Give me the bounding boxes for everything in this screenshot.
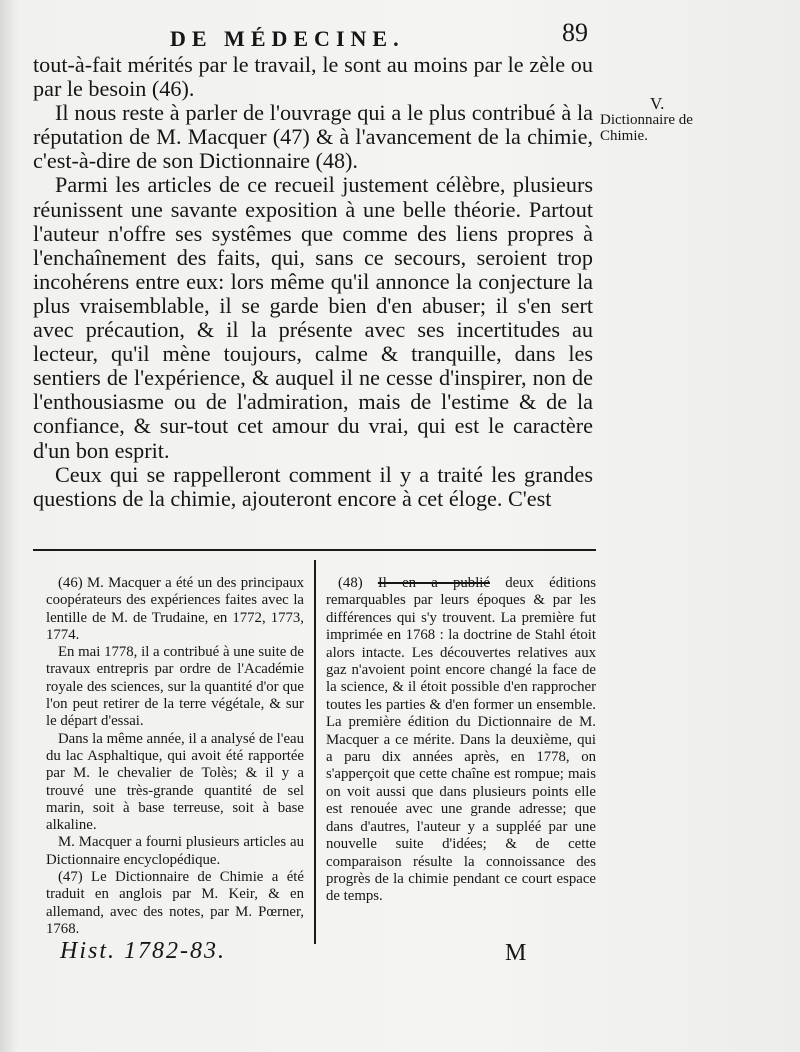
signature-mark: M: [505, 940, 527, 966]
margin-note-numeral: V.: [650, 94, 665, 113]
footnotes-right-column: [326, 575, 596, 906]
paragraph: tout-à-fait mérités par le travail, le sont au moins par le zèle ou par le besoin (46).: [33, 52, 593, 102]
footnote: (47) Le Dictionnaire de Chimie a été traduit en anglois par M. Keir, & en allemand, avec des notes, par M. Pœrner, 1768.: [46, 869, 304, 937]
footnote-divider: [33, 549, 596, 551]
paragraph: Il nous reste à parler de l'ouvrage qui a le plus contribué à la réputation de M. Macquer (47) & à l'avancement de la chimie, c'est-à-dire de son Dictionnaire (48).: [33, 100, 593, 174]
margin-note-text: Dictionnaire de Chimie.: [600, 112, 693, 144]
column-divider: [314, 560, 316, 944]
footnote: [326, 575, 596, 906]
footnote-text: deux éditions remarquables par leurs époques & par les différences qui s'y trouvent. La première fut imprimée en 1768 : la doctrine de Stahl étoit alors intacte. Les découvertes relatives aux gaz n'avoient point encore changé la face de la science, & il étoit possible d'en rapprocher toutes les parties & d'en former un ensemble. La première édition du Dictionnaire de M. Macquer a ce mérite. Dans la deuxième, qui a paru dix années après, en 1778, on s'apperçoit que cette chaîne est rompue; mais on voit aussi que dans plusieurs points elle est renouée avec une grande adresse; que dans d'autres, l'auteur y a suppléé par une nouvelle suite d'idées; & de cette comparaison résulte la connoissance des progrès de la chimie pendant ce court espace de temps.: [326, 575, 597, 905]
footnotes-left-column: [46, 575, 304, 938]
paragraph: Parmi les articles de ce recueil justement célèbre, plusieurs réunissent une savante exposition à une belle théorie. Partout l'auteur n'offre ses systêmes que comme des liens propres à l'enchaînement des faits, qui, sans ce secours, seroient trop incohérens entre eux: lors même qu'il annonce la conjecture la plus vraisemblable, il se garde bien d'en abuser; il s'en sert avec précaution, & il la présente avec ses incertitudes au lecteur, qu'il mène toujours, calme & tranquille, dans les sentiers de l'expérience, & auquel il ne cesse d'inspirer, non de l'enthousiasme ou de l'admiration, mais de l'estime & de la confiance, & sur-tout cet amour du vrai, qui est le caractère d'un bon esprit.: [33, 172, 593, 463]
footnote: Dans la même année, il a analysé de l'eau du lac Asphaltique, qui avoit été rapportée par M. le chevalier de Tolès; & il y a trouvé une très-grande quantité de sel marin, soit à base terreuse, soit à base alkaline.: [46, 730, 304, 834]
signature-line: Hist. 1782-83.: [60, 938, 226, 964]
paragraph: Ceux qui se rappelleront comment il y a traité les grandes questions de la chimie, ajouteront encore à cet éloge. C'est: [33, 461, 593, 511]
running-title: DE MÉDECINE.: [170, 26, 405, 51]
page-number: 89: [562, 18, 588, 47]
footnote: (46) M. Macquer a été un des principaux coopérateurs des expériences faites avec la lentille de M. de Trudaine, en 1772, 1773, 1774.: [46, 575, 304, 643]
main-text: [33, 53, 593, 511]
footnote-number: (48): [338, 575, 363, 591]
margin-note: [600, 96, 720, 144]
footnote: En mai 1778, il a contribué à une suite de travaux entrepris par ordre de l'Académie royale des sciences, sur la quantité d'or que l'on peut retirer de la terre végétale, & sur le départ d'essai.: [46, 644, 304, 730]
struck-text: Il en a publié: [377, 575, 490, 591]
footnote: M. Macquer a fourni plusieurs articles au Dictionnaire encyclopédique.: [46, 834, 304, 868]
